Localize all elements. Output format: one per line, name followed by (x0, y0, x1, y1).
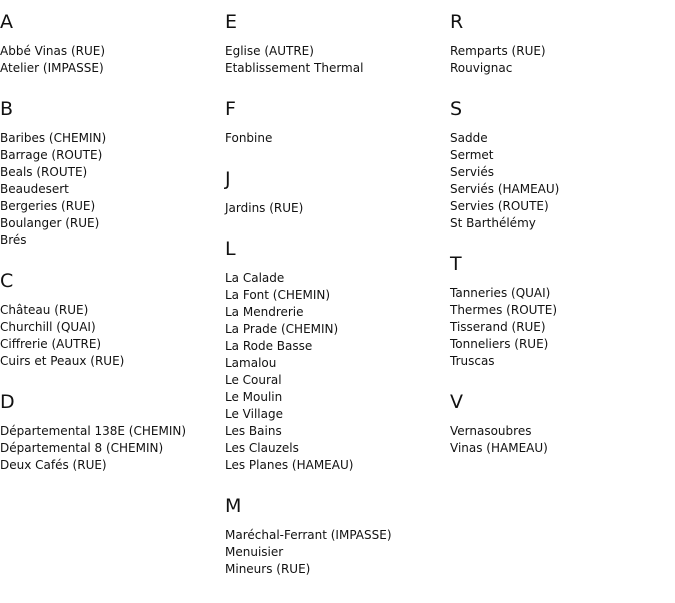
street-link[interactable]: Bergeries (RUE) (0, 199, 96, 213)
letter-section (0, 269, 220, 370)
street-link[interactable]: Cuirs et Peaux (RUE) (0, 354, 125, 368)
street-list (225, 200, 445, 217)
street-link[interactable]: Atelier (IMPASSE) (0, 61, 104, 75)
index-column-3 (450, 10, 670, 477)
street-link[interactable]: Rouvignac (450, 61, 513, 75)
letter-heading: D (0, 391, 15, 413)
street-link[interactable]: Servies (ROUTE) (450, 199, 549, 213)
street-link[interactable]: Menuisier (225, 545, 284, 559)
letter-heading: L (225, 238, 236, 260)
street-link[interactable]: Thermes (ROUTE) (450, 303, 558, 317)
street-list (0, 423, 220, 474)
index-column-1 (0, 10, 220, 494)
letter-heading: V (450, 391, 463, 413)
street-link[interactable]: Beaudesert (0, 182, 69, 196)
street-link[interactable]: Château (RUE) (0, 303, 89, 317)
street-link[interactable]: Serviés (450, 165, 495, 179)
street-link[interactable]: Abbé Vinas (RUE) (0, 44, 106, 58)
street-link[interactable]: La Mendrerie (225, 305, 304, 319)
street-link[interactable]: Serviés (HAMEAU) (450, 182, 560, 196)
street-link[interactable]: Lamalou (225, 356, 277, 370)
street-list (225, 130, 445, 147)
street-link[interactable]: Vernasoubres (450, 424, 532, 438)
street-link[interactable]: Baribes (CHEMIN) (0, 131, 107, 145)
street-list (0, 130, 220, 249)
street-link[interactable]: Fonbine (225, 131, 273, 145)
letter-section (0, 10, 220, 77)
letter-section (225, 10, 445, 77)
letter-heading: A (0, 11, 13, 33)
street-link[interactable]: Barrage (ROUTE) (0, 148, 103, 162)
street-link[interactable]: Deux Cafés (RUE) (0, 458, 107, 472)
street-link[interactable]: Départemental 138E (CHEMIN) (0, 424, 187, 438)
street-link[interactable]: Ciffrerie (AUTRE) (0, 337, 102, 351)
street-link[interactable]: La Calade (225, 271, 285, 285)
letter-section (225, 167, 445, 217)
letter-section (450, 390, 670, 457)
street-link[interactable]: La Font (CHEMIN) (225, 288, 331, 302)
street-link[interactable]: Brés (0, 233, 27, 247)
street-link[interactable]: Boulanger (RUE) (0, 216, 100, 230)
street-link[interactable]: Vinas (HAMEAU) (450, 441, 548, 455)
street-link[interactable]: Tanneries (QUAI) (450, 286, 551, 300)
street-link[interactable]: Les Planes (HAMEAU) (225, 458, 354, 472)
letter-heading: R (450, 11, 464, 33)
street-link[interactable]: Etablissement Thermal (225, 61, 364, 75)
letter-heading: T (450, 253, 462, 275)
letter-section (0, 97, 220, 249)
street-list (225, 270, 445, 474)
letter-section (0, 390, 220, 474)
street-link[interactable]: La Rode Basse (225, 339, 313, 353)
street-link[interactable]: Le Village (225, 407, 283, 421)
letter-section (225, 494, 445, 578)
letter-heading: C (0, 270, 14, 292)
street-link[interactable]: Remparts (RUE) (450, 44, 546, 58)
street-list (0, 43, 220, 77)
street-link[interactable]: Beals (ROUTE) (0, 165, 88, 179)
letter-section (450, 252, 670, 370)
index-column-2 (225, 10, 445, 598)
letter-section (450, 97, 670, 232)
street-link[interactable]: La Prade (CHEMIN) (225, 322, 339, 336)
street-link[interactable]: Le Moulin (225, 390, 283, 404)
street-link[interactable]: Sadde (450, 131, 488, 145)
street-list (0, 302, 220, 370)
street-list (225, 527, 445, 578)
street-list (450, 130, 670, 232)
letter-heading: M (225, 495, 242, 517)
street-link[interactable]: Jardins (RUE) (225, 201, 304, 215)
street-link[interactable]: St Barthélémy (450, 216, 536, 230)
street-link[interactable]: Mineurs (RUE) (225, 562, 311, 576)
letter-heading: F (225, 98, 236, 120)
street-link[interactable]: Les Bains (225, 424, 282, 438)
street-link[interactable]: Churchill (QUAI) (0, 320, 96, 334)
street-list (450, 423, 670, 457)
street-link[interactable]: Eglise (AUTRE) (225, 44, 314, 58)
street-link[interactable]: Sermet (450, 148, 494, 162)
street-link[interactable]: Départemental 8 (CHEMIN) (0, 441, 164, 455)
street-link[interactable]: Tonneliers (RUE) (450, 337, 549, 351)
street-link[interactable]: Les Clauzels (225, 441, 299, 455)
letter-section (225, 97, 445, 147)
letter-section (450, 10, 670, 77)
street-list (450, 43, 670, 77)
letter-heading: B (0, 98, 14, 120)
street-list (225, 43, 445, 77)
letter-heading: J (225, 168, 231, 190)
street-list (450, 285, 670, 370)
street-link[interactable]: Tisserand (RUE) (450, 320, 546, 334)
street-link[interactable]: Maréchal-Ferrant (IMPASSE) (225, 528, 392, 542)
letter-heading: E (225, 11, 238, 33)
street-link[interactable]: Le Coural (225, 373, 282, 387)
street-link[interactable]: Truscas (450, 354, 495, 368)
letter-heading: S (450, 98, 463, 120)
letter-section (225, 237, 445, 474)
